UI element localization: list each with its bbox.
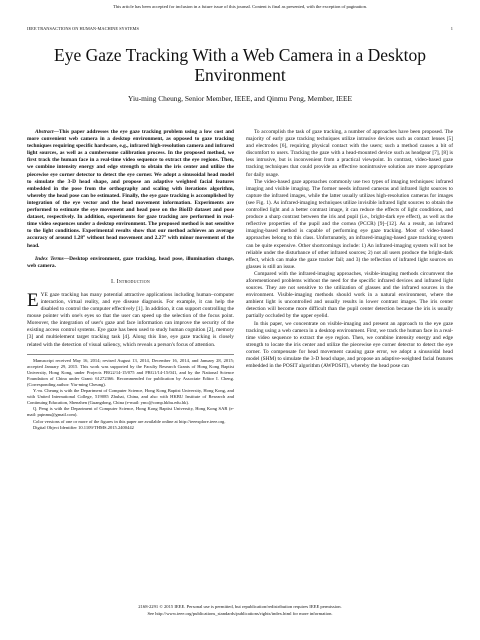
intro-paragraph [27,289,234,349]
running-head [27,26,453,34]
footnotes [27,354,234,431]
footnote-doi: Digital Object Identifier 10.1109/THMS.2015.2400442 [33,424,134,430]
left-column [27,129,234,431]
drop-cap: E [27,289,39,311]
abstract-label: Abstract [35,129,54,135]
rights-link-line: See http://www.ieee.org/publications_standards/publications/rights/index.html for more information. [147,610,333,616]
intro-text: YE gaze tracking has many potential attractive applications including human–computer interaction, virtual reality, and eye disease diagnosis. For example, it can help the disabled to control the computer effectively [1]. In addition, it can support controlling the mouse pointer with one's eyes so that the user can speed up the selection of the focus point. Moreover, the integration of user's gaze and face information can improve the security of the existing access control systems. Eye gaze has been used to study human cognition [2], memory [3] and multielement target tracking task [4]. Along this line, eye gaze tracking is closely related with the detection of visual saliency, which reveals a person's focus of attention. [27,291,234,348]
footnote-peng: Q. Peng is with the Department of Computer Science, Hong Kong Baptist University, Hong Kong SAR (e-mail: pqinmu@gmail.com). [27,406,234,418]
body-paragraph: The video-based gaze approaches commonly use two types of imaging techniques: infrared imaging and visible imaging. The former needs infrared cameras and infrared light sources to capture the infrared images, while the latter usually utilizes high-resolution cameras for images (see Fig. 1). As infrared-imaging techniques utilize invisible infrared light sources to obtain the controlled light and a better contrast image, it can reduce the effects of light conditions, and produce a sharp contrast between the iris and pupil (i.e., bright-dark eye effect), as well as the reflective properties of the pupil and the cornea (PCCR) [9]–[12]. As a result, an infrared imaging-based method is capable of performing eye gaze tracking. Most of video-based approaches belong to this class. Unfortunately, an infrared-imaging-based gaze tracking system can be quite expensive. Other shortcomings include: 1) An infrared-imaging system will not be reliable under the disturbance of other infrared sources; 2) not all users produce the bright-dark effect, which can make the gaze tracker fail; and 3) the reflection of infrared light sources on glasses is still an issue. [246,178,453,270]
journal-name: IEEE TRANSACTIONS ON HUMAN-MACHINE SYSTEMS [27,26,139,31]
body-paragraph: Compared with the infrared-imaging approaches, visible-imaging methods circumvent the aforementioned problems without the need for the specific infrared devices and infrared light sources. They are not sensitive to the utilization of glasses and the infrared sources in the environment. Visible-imaging methods should work in a natural environment, where the ambient light is uncontrolled and usually results in lower contrast images. The iris center detection will become more difficult than the pupil center detection because the iris is usually partially occluded by the upper eyelid. [246,270,453,320]
copyright-line: 2168-2291 © 2015 IEEE. Personal use is permitted, but republication/redistribution requires IEEE permission. [138,604,342,609]
copyright-footer [0,604,480,617]
paper-title: Eye Gaze Tracking With a Web Camera in a Desktop Environment [54,45,426,85]
page-number: 1 [450,26,453,31]
footnote-manuscript: Manuscript received May 16, 2014; revised August 13, 2014, December 16, 2014, and January 28, 2015; accepted January 29, 2015. This work was supported by the Faculty Research Grants of Hong Kong Baptist University, Hong Kong, under Projects FRG2/14-15/075 and FRG1/14-15/041, and by the National Science Foundation of China under Grant: 61272366. Recommended for publication by Associate Editor I. Cheng. (Corresponding author: Yiu-ming Cheung). [27,357,234,387]
body-paragraph: In this paper, we concentrate on visible-imaging and present an approach to the eye gaze tracking using a web camera in a desktop environment. First, we track the human face in a real-time video sequence to extract the eye region. Then, we combine intensity energy and edge strength to locate the iris center and utilize the piecewise eye corner detector to detect the eye corner. To compensate for head movement causing gaze error, we adopt a sinusoidal head model (SHM) to simulate the 3-D head shape, and propose an adaptive-weighted facial features embedded in the POSIT algorithm (AWPOSIT), whereby the head pose can [246,320,453,370]
section-heading: I. Introduction [111,278,150,285]
abstract [27,129,234,250]
index-terms-text: —Desktop environment, gaze tracking, head pose, illumination change, web camera. [27,255,234,269]
body-paragraph: To accomplish the task of gaze tracking, a number of approaches have been proposed. The majority of early gaze tracking techniques utilize intrusive devices such as contact lenses [5] and electrodes [6], requiring physical contact with the users; such a method causes a bit of discomfort to users. Tracking the gaze with a head-mounted device such as headgear [7], [8] is less intrusive, but is inconvenient from a practical viewpoint. In contrast, video-based gaze tracking techniques that could provide an effective nonintrusive solution are more appropriate for daily usage. [246,129,453,178]
footnote-color: Color versions of one or more of the figures in this paper are available online at http://ieeexplore.ieee.org. [33,418,226,424]
index-terms-label: Index Terms [35,255,64,262]
abstract-text: —This paper addresses the eye gaze tracking problem using a low cost and more convenient web camera in a desktop environment, as opposed to gaze tracking techniques requiring specific hardware, e.g., infrared high-resolution camera and infrared light sources, as well as a cumbersome calibration process. In the proposed method, we first track the human face in a real-time video sequence to extract the eye regions. Then, we combine intensity energy and edge strength to obtain the iris center and utilize the piecewise eye corner detector to detect the eye corner. We adopt a sinusoidal head model to simulate the 3-D head shape, and propose an adaptive weighted facial features embedded in the pose from the orthography and scaling with iterations algorithm, whereby the head pose can be estimated. Finally, the eye gaze tracking is accomplished by integration of the eye vector and the head movement information. Experiments are performed to estimate the eye movement and head pose on the BioID dataset and pose dataset, respectively. In addition, experiments for gaze tracking are performed in real-time video sequences under a desktop environment. The proposed method is not sensitive to the light conditions. Experimental results show that our method achieves an average accuracy of around 1.28° without head movement and 2.27° with minor movement of the head. [27,129,234,249]
right-column [246,129,453,370]
acceptance-notice: This article has been accepted for inclusion in a future issue of this journal. Content is final as presented, with the exception of pagination. [112,4,368,9]
author-line: Yiu-ming Cheung, Senior Member, IEEE, and Qinmu Peng, Member, IEEE [128,94,352,103]
index-terms [27,256,234,270]
footnote-cheung: Y.-m. Cheung is with the Department of Computer Science, Hong Kong Baptist University, Hong Kong, and with United International College, 519085 Zhuhai, China, and also with HKBU Institute of Research and Continuing Education, Shenzhen (Guangdong, China (e-mail: ymc@comp.hkbu.edu.hk). [27,388,234,406]
